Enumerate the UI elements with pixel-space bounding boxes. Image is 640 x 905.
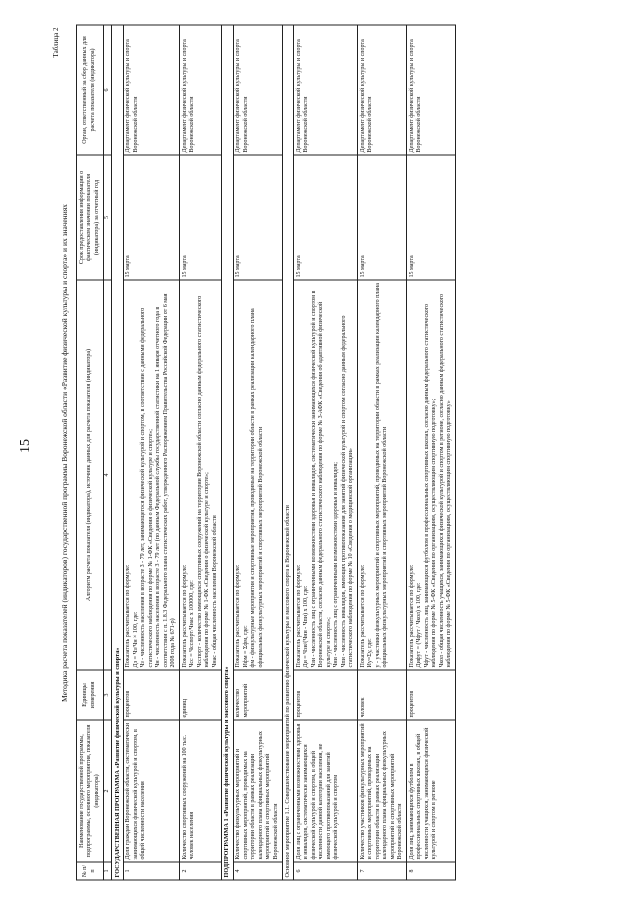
row-number: 2	[180, 862, 222, 880]
algorithm-line: Чфут - численность лиц, занимающихся футболом в профессиональных спортивных школах, согласно данным федерального статистического наблюдения по форме № 5-ФК «Сведения по организациям, осуществляющим спортивную подготовку»;	[423, 303, 438, 667]
unit: процентов	[123, 670, 180, 720]
indicator-name: Доля граждан Воронежской области, систематически занимающихся физической культурой и спортом, в общей численности населения	[123, 720, 180, 862]
unit: процентов	[407, 670, 456, 720]
algorithm-line: Чсс = Чсспорт/Чнас х 100000, где:	[189, 579, 196, 667]
row-number: 1	[123, 862, 180, 880]
indicator-name: Количество участников физкультурных мероприятий и спортивных мероприятий, проводимых на территории области в рамках реализации календарного плана официальных физкультурных мероприятий и спортивных мероприятий Воронежской области	[358, 720, 407, 862]
row-number: 8	[407, 862, 456, 880]
section-row-subprogram	[221, 25, 233, 880]
responsible-org: Департамент физической культуры и спорта Воронежской области	[123, 25, 180, 155]
header-cell: Алгоритм расчета показателя (индикатора), источник данных для расчета показателя (индикатора)	[77, 280, 104, 670]
row-number: 7	[358, 862, 407, 880]
algorithm-line: Чз - численность населения в возрасте 3 - 79 лет, занимающегося физической культурой и спортом, в соответствии с данными федерального статистического наблюдения по форме № 1-ФК «Сведения о физической культуре и спорте»;	[140, 307, 154, 667]
algorithm	[123, 280, 180, 670]
unit: единиц	[180, 670, 222, 720]
indicator-name: Количество спортивных сооружений на 100 тыс. человек населения	[180, 720, 222, 862]
table-row	[358, 25, 407, 880]
deadline: 15 марта	[294, 155, 358, 280]
algorithm-line: Показатель рассчитывается по формуле:	[125, 563, 132, 667]
section-title: ГОСУДАРСТВЕННАЯ ПРОГРАММА «Развитие физической культуры и спорта»	[112, 25, 124, 880]
table-row	[180, 25, 222, 880]
algorithm-line: Чсспорт - количество имеющихся спортивных сооружений на территории Воронежской области согласно данным федерального статистического наблюдения по форме № 1-ФК «Сведения о физической культуре и спорте»;	[196, 295, 211, 667]
methodology-table	[76, 24, 456, 880]
table-row	[233, 25, 282, 880]
algorithm-line: Чзи - численность лиц с ограниченными возможностями здоровья и инвалидов, систематически занимающихся физической культурой и спортом в Воронежской области, согласно данным федерального статистического наблюдения по форме № 3-АФК «Сведения об адаптивной физической культуре и спорте»;	[310, 290, 332, 667]
algorithm-line: Показатель рассчитывается по формуле:	[295, 563, 302, 667]
column-number: 3	[103, 670, 112, 720]
section-row-main-activity	[282, 25, 294, 880]
section-title: ПОДПРОГРАММА 1 «Развитие физической культуры и массового спорта»	[221, 25, 233, 880]
algorithm-line: Чкол - общая численность учащихся, занимающихся физической культурой и спортом в регионе, согласно данным федерального статистического наблюдения по форме № 5-ФК «Сведения по организациям, осуществляющим спортивную подготовку»	[438, 293, 453, 667]
unit: количество мероприятий	[233, 670, 282, 720]
deadline: 15 марта	[358, 155, 407, 280]
rotated-page	[50, 25, 590, 880]
algorithm-line: Чпи - численность инвалидов, имеющих противопоказания для занятий физической культурой и спортом согласно данным федерального статистического наблюдения по форме № 10 «Сведения о медицинской организации»	[340, 315, 355, 667]
responsible-org: Департамент физической культуры и спорта Воронежской области	[407, 25, 456, 155]
header-row	[77, 25, 104, 880]
section-title: Основное мероприятие 1.1. Совершенствование мероприятий по развитию физической культуры и массового спорта в Воронежской области	[282, 25, 294, 880]
responsible-org: Департамент физической культуры и спорта Воронежской области	[233, 25, 282, 155]
algorithm-line: Ди = Чзи/(Чни - Чпи) х 100, где:	[303, 584, 310, 667]
algorithm-line: Ифм = Σфм, где:	[242, 624, 249, 667]
column-number: 4	[103, 280, 112, 670]
algorithm-line: Иу=Σу, где:	[367, 637, 374, 667]
unit: человек	[358, 670, 407, 720]
responsible-org: Департамент физической культуры и спорта Воронежской области	[294, 25, 358, 155]
row-number: 4	[233, 862, 282, 880]
table-row	[407, 25, 456, 880]
algorithm-line: у - участники физкультурных мероприятий и спортивных мероприятий, проводимых на территории области в рамках реализации календарного плана официальных физкультурных мероприятий и спортивных мероприятий Воронежской области	[374, 282, 389, 667]
table-row	[123, 25, 180, 880]
deadline: 15 марта	[180, 155, 222, 280]
table-number: Таблица 2	[52, 27, 60, 57]
indicator-name: Количество физкультурных мероприятий и спортивных мероприятий, проводимых на территории области в рамках реализации календарного плана официальных физкультурных мероприятий и спортивных мероприятий Воронежской области	[233, 720, 282, 862]
deadline: 15 марта	[407, 155, 456, 280]
document-title: Методика расчета показателей (индикаторов) государственной программы Воронежской области «Развитие физической культуры и спорта» и их значениях	[60, 203, 69, 702]
responsible-org: Департамент физической культуры и спорта Воронежской области	[358, 25, 407, 155]
algorithm-line: Дифут = (Чфут / Чкол) х 100, где:	[416, 582, 423, 667]
unit: процентов	[294, 670, 358, 720]
algorithm	[407, 280, 456, 670]
row-number: 6	[294, 862, 358, 880]
header-cell: Орган, ответственный за сбор данных для расчета показателя (индикатора)	[77, 25, 104, 155]
algorithm	[358, 280, 407, 670]
algorithm-line: Дз = Чз/Чн × 100, где:	[132, 611, 139, 667]
header-cell: Срок предоставления информации о фактическом значении показателя (индикатора) за отчетный год	[77, 155, 104, 280]
table-row	[294, 25, 358, 880]
algorithm-line: Чнас - общая численность населения Воронежской области	[211, 514, 218, 667]
algorithm-line: Показатель рассчитывается по формуле:	[181, 563, 188, 667]
header-cell: № п/п	[77, 862, 104, 880]
page-number: 15	[18, 439, 33, 453]
column-number: 5	[103, 155, 112, 280]
algorithm-line: Показатель рассчитывается по формуле:	[408, 563, 415, 667]
algorithm-line: Показатель рассчитывается по формуле:	[359, 563, 366, 667]
column-number: 6	[103, 25, 112, 155]
header-cell: Наименование государственной программы, подпрограммы, основного мероприятия, показателя (индикатора)	[77, 720, 104, 862]
header-cell: Единицы измерения	[77, 670, 104, 720]
indicator-name: Доля лиц, занимающихся футболом в профессиональных спортивных школах, в общей численности учащихся, занимающихся физической культурой и спортом в регионе	[407, 720, 456, 862]
algorithm	[294, 280, 358, 670]
algorithm-line: фм - физкультурные мероприятия и спортивные мероприятия, проводимые на территории области в рамках реализации календарного плана официальных физкультурных мероприятий и спортивных мероприятий Воронежской области	[250, 307, 264, 667]
algorithm-line: Чни - численность лиц с ограниченными возможностями здоровья и инвалидов;	[333, 461, 340, 667]
algorithm-line: Показатель рассчитывается по формуле:	[235, 563, 241, 667]
column-number: 2	[103, 720, 112, 862]
indicator-name: Доля лиц с ограниченными возможностями здоровья и инвалидов, систематически занимающихся физической культурой и спортом, в общей численности данной категории населения, не имеющего противопоказаний для занятий физической культурой и спортом	[294, 720, 358, 862]
algorithm	[233, 280, 282, 670]
deadline: 15 марта	[233, 155, 282, 280]
algorithm	[180, 280, 222, 670]
deadline: 15 марта	[123, 155, 180, 280]
column-number: 1	[103, 862, 112, 880]
column-number-row	[103, 25, 112, 880]
section-row-program	[112, 25, 124, 880]
responsible-org: Департамент физической культуры и спорта Воронежской области	[180, 25, 222, 155]
algorithm-line: Чн - численность населения в возрасте 3 - 79 лет (по данным Федеральной службы государственной статистики на 1 января отчетного года в соответствии с п. 1.8.3 Федерального плана статистических работ, утвержденного Распоряжением Правительства Российской Федерации от 6 мая 2008 года № 671-р)	[155, 293, 177, 667]
